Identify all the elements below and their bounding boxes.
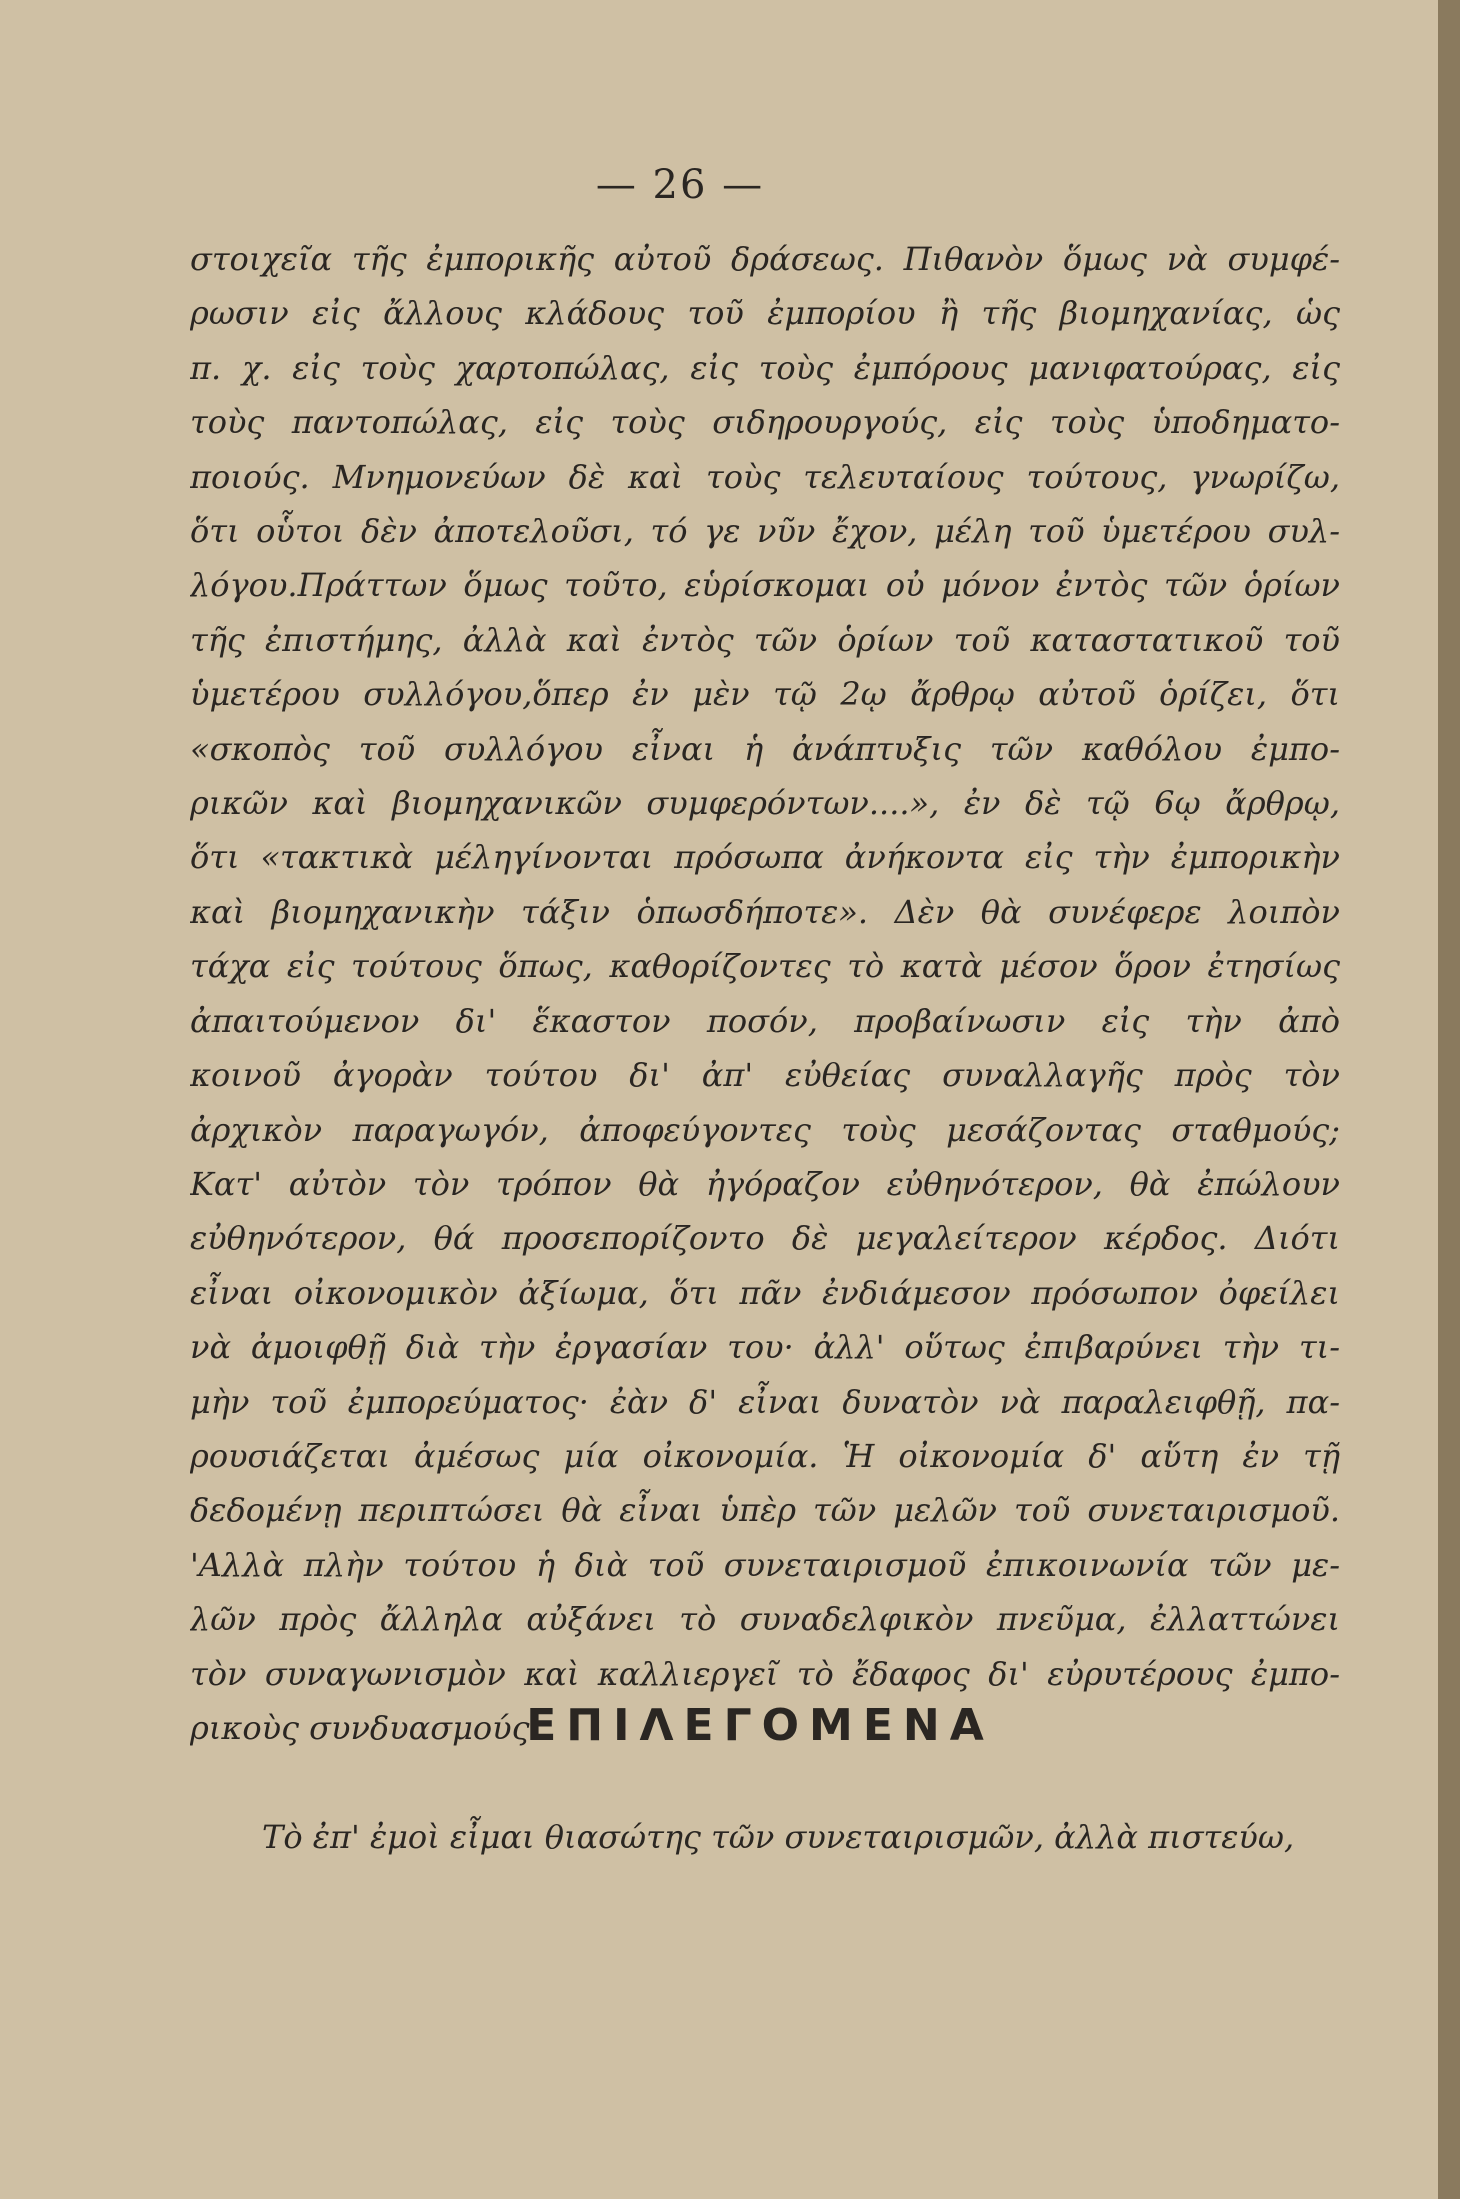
text-line-last: ρικοὺς συνδυασμούς. (190, 1708, 540, 1747)
text-line: μὴν τοῦ ἐμπορεύματος· ἐὰν δ' εἶναι δυνατὸν νὰ παραλειφθῇ, πα- (190, 1382, 1340, 1421)
text-line: π. χ. εἰς τοὺς χαρτοπώλας, εἰς τοὺς ἐμπόρους μανιφατούρας, εἰς (190, 348, 1340, 387)
page-edge (1438, 0, 1460, 2199)
text-line: εὐθηνότερον, θά προσεπορίζοντο δὲ μεγαλείτερον κέρδος. Διότι (190, 1219, 1340, 1258)
body-text (190, 232, 1340, 1755)
text-line: 'Αλλὰ πλὴν τούτου ἡ διὰ τοῦ συνεταιρισμοῦ ἐπικοινωνία τῶν με- (190, 1545, 1340, 1584)
text-line: νὰ ἀμοιφθῇ διὰ τὴν ἐργασίαν του· ἀλλ' οὕτως ἐπιβαρύνει τὴν τι- (190, 1328, 1340, 1367)
text-line: ὅτι «τακτικὰ μέληγίνονται πρόσωπα ἀνήκοντα εἰς τὴν ἐμπορικὴν (190, 838, 1340, 877)
page-number: — 26 — (595, 162, 765, 208)
text-line: τοὺς παντοπώλας, εἰς τοὺς σιδηρουργούς, εἰς τοὺς ὑποδηματο- (190, 403, 1340, 442)
text-line: καὶ βιομηχανικὴν τάξιν ὁπωσδήποτε». Δὲν θὰ συνέφερε λοιπὸν (190, 892, 1340, 931)
text-line: ἀρχικὸν παραγωγόν, ἀποφεύγοντες τοὺς μεσάζοντας σταθμούς; (190, 1110, 1340, 1149)
text-line: ρουσιάζεται ἀμέσως μία οἰκονομία. Ἡ οἰκονομία δ' αὕτη ἐν τῇ (190, 1436, 1340, 1475)
text-line: εἶναι οἰκονομικὸν ἀξίωμα, ὅτι πᾶν ἐνδιάμεσον πρόσωπον ὀφείλει (190, 1273, 1340, 1312)
text-line: ὑμετέρου συλλόγου,ὅπερ ἐν μὲν τῷ 2ῳ ἄρθρῳ αὐτοῦ ὁρίζει, ὅτι (190, 675, 1340, 714)
text-line: ρικῶν καὶ βιομηχανικῶν συμφερόντων....», ἐν δὲ τῷ 6ῳ ἄρθρῳ, (190, 784, 1340, 823)
text-line: ρωσιν εἰς ἄλλους κλάδους τοῦ ἐμπορίου ἢ τῆς βιομηχανίας, ὡς (190, 294, 1340, 333)
text-line: τῆς ἐπιστήμης, ἀλλὰ καὶ ἐντὸς τῶν ὁρίων τοῦ καταστατικοῦ τοῦ (190, 620, 1340, 659)
text-line: δεδομένῃ περιπτώσει θὰ εἶναι ὑπὲρ τῶν μελῶν τοῦ συνεταιρισμοῦ. (190, 1491, 1340, 1530)
text-line: «σκοπὸς τοῦ συλλόγου εἶναι ἡ ἀνάπτυξις τῶν καθόλου ἐμπο- (190, 729, 1340, 768)
text-line: Τὸ ἐπ' ἐμοὶ εἶμαι θιασώτης τῶν συνεταιρισμῶν, ἀλλὰ πιστεύω, (262, 1818, 1295, 1856)
text-line: τάχα εἰς τούτους ὅπως, καθορίζοντες τὸ κατὰ μέσον ὅρον ἐτησίως (190, 947, 1340, 986)
text-line: λῶν πρὸς ἄλληλα αὐξάνει τὸ συναδελφικὸν πνεῦμα, ἐλλαττώνει (190, 1600, 1340, 1639)
text-line: στοιχεῖα τῆς ἐμπορικῆς αὐτοῦ δράσεως. Πιθανὸν ὅμως νὰ συμφέ- (190, 240, 1340, 278)
text-line: τὸν συναγωνισμὸν καὶ καλλιεργεῖ τὸ ἔδαφος δι' εὐρυτέρους ἐμπο- (190, 1654, 1340, 1693)
section-heading: ΕΠΙΛΕΓΟΜΕΝΑ (526, 1700, 994, 1751)
text-line: Κατ' αὐτὸν τὸν τρόπον θὰ ἠγόραζον εὐθηνότερον, θὰ ἐπώλουν (190, 1164, 1340, 1203)
text-line: ποιούς. Μνημονεύων δὲ καὶ τοὺς τελευταίους τούτους, γνωρίζω, (190, 457, 1340, 496)
text-line: ἀπαιτούμενον δι' ἕκαστον ποσόν, προβαίνωσιν εἰς τὴν ἀπὸ (190, 1001, 1340, 1040)
text-line: κοινοῦ ἀγορὰν τούτου δι' ἀπ' εὐθείας συναλλαγῆς πρὸς τὸν (190, 1056, 1340, 1095)
text-line: ὅτι οὗτοι δὲν ἀποτελοῦσι, τό γε νῦν ἔχον, μέλη τοῦ ὑμετέρου συλ- (190, 512, 1340, 551)
text-line: λόγου.Πράττων ὅμως τοῦτο, εὑρίσκομαι οὐ μόνον ἐντὸς τῶν ὁρίων (190, 566, 1340, 605)
